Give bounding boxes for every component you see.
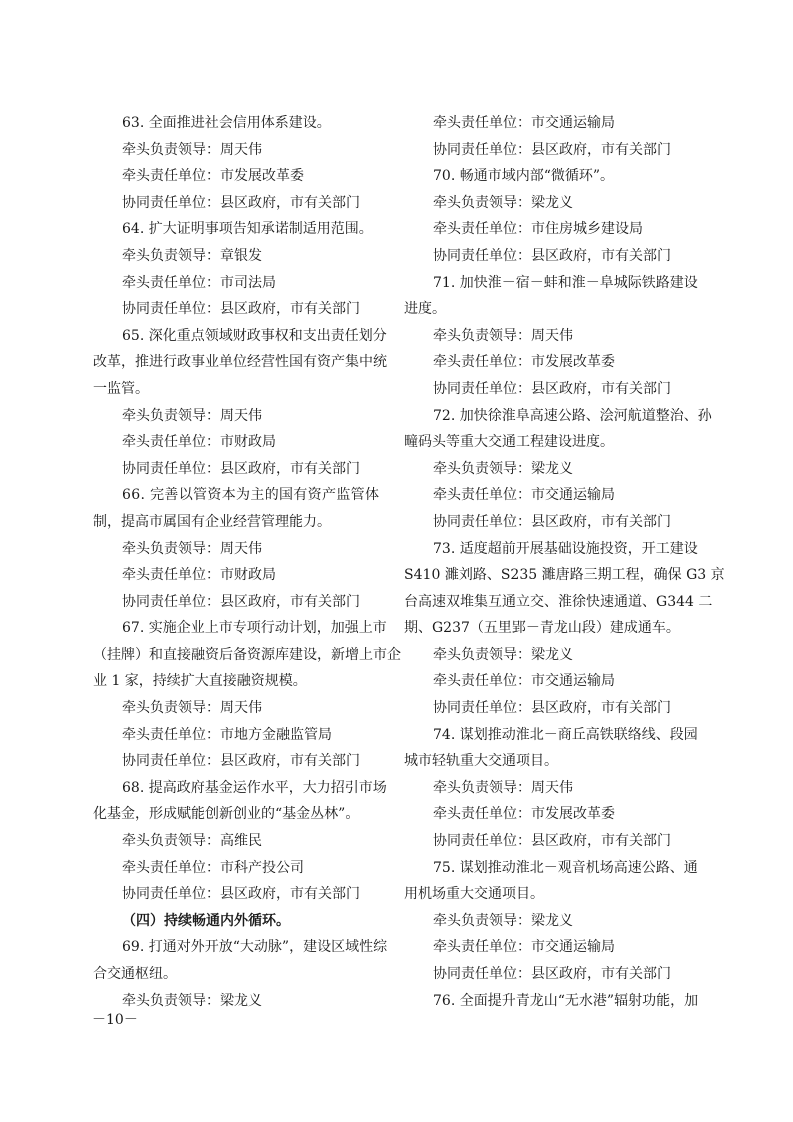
right-column-line: 7 6 . 全 面 提 升 青 龙 山 “ 无 水 港 ” 辐 射 功 能 ， 加	[433, 992, 699, 1009]
right-column-line: 协同责任单位：县区政府，市有关部门	[433, 380, 671, 397]
right-column-line: 牵头负责领导：周天伟	[433, 327, 573, 344]
left-column-line: 协同责任单位：县区政府，市有关部门	[122, 460, 360, 477]
right-column-line: 协同责任单位：县区政府，市有关部门	[433, 700, 671, 717]
right-column-line: 牵头负责领导：梁龙义	[433, 912, 573, 929]
right-column-line: 协同责任单位：县区政府，市有关部门	[433, 513, 671, 530]
left-column-line: 改 革 ， 推 进 行 政 事 业 单 位 经 营 性 国 有 资 产 集 中 统	[93, 354, 387, 371]
left-column-line: 64. 扩大证明事项告知承诺制适用范围。	[122, 221, 373, 238]
right-column-line: 7 5 . 谋 划 推 动 淮 北 － 观 音 机 场 高 速 公 路 、 通	[433, 859, 698, 876]
left-column-line: 业 1 家，持续扩大直接融资规模。	[93, 673, 307, 690]
right-column-line: 牵头负责领导：周天伟	[433, 779, 573, 796]
right-column-line: 牵头责任单位：市交通运输局	[433, 939, 615, 956]
right-column-line: 期、G237（五里郢－青龙山段）建成通车。	[404, 620, 680, 637]
left-column-line: 牵头负责领导：章银发	[122, 247, 262, 264]
right-column-line: 台 高 速 双 堆 集 互 通 立 交 、 淮 徐 快 速 通 道 、 G 3 4 4 二	[404, 593, 713, 610]
page-number: －10－	[92, 1012, 138, 1028]
right-column-line: 7 4 . 谋 划 推 动 淮 北 － 商 丘 高 铁 联 络 线 、 段 园	[433, 726, 698, 743]
left-column-line: 6 5 . 深 化 重 点 领 域 财 政 事 权 和 支 出 责 任 划 分	[122, 327, 387, 344]
right-column-line: 牵头负责领导：梁龙义	[433, 460, 573, 477]
right-column-line: 牵头责任单位：市交通运输局	[433, 115, 615, 131]
left-column-line: 牵头负责领导：周天伟	[122, 407, 262, 424]
left-column-line: 6 6 . 完 善 以 管 资 本 为 主 的 国 有 资 产 监 管 体	[122, 487, 379, 504]
right-column-line: 7 3 . 适 度 超 前 开 展 基 础 设 施 投 资 ， 开 工 建 设	[433, 540, 698, 557]
left-column-line: 牵头责任单位：市科产投公司	[122, 859, 304, 876]
left-column-line: 制，提高市属国有企业经营管理能力。	[93, 513, 331, 530]
left-column-line: 牵头负责领导：梁龙义	[122, 992, 262, 1009]
left-column-line: 牵头责任单位：市财政局	[122, 567, 276, 584]
left-column-line: 牵头责任单位：市司法局	[122, 274, 276, 291]
left-column-line: 合交通枢纽。	[93, 966, 177, 982]
right-column-line: 协同责任单位：县区政府，市有关部门	[433, 833, 671, 850]
right-column-line: 牵头责任单位：市发展改革委	[433, 806, 615, 823]
right-column-line: 用机场重大交通项目。	[404, 886, 544, 903]
right-column	[404, 110, 725, 1014]
left-column-line: 牵头负责领导：高维民	[122, 833, 262, 850]
right-column-line: 协同责任单位：县区政府，市有关部门	[433, 141, 671, 158]
right-column-line: 协同责任单位：县区政府，市有关部门	[433, 247, 671, 264]
section-heading: （四）持续畅通内外循环。	[122, 912, 290, 929]
right-column-line: 牵头负责领导：梁龙义	[433, 646, 573, 663]
right-column-line: 牵头责任单位：市交通运输局	[433, 673, 615, 690]
right-column-line: 牵头责任单位：市交通运输局	[433, 487, 615, 504]
right-column-line: 7 2 . 加 快 徐 淮 阜 高 速 公 路 、 浍 河 航 道 整 治 、 孙	[433, 407, 712, 424]
left-column	[93, 110, 401, 1014]
right-column-line: 70. 畅通市域内部“微循环”。	[433, 168, 615, 185]
left-column-line: 牵头责任单位：市财政局	[122, 434, 276, 451]
left-column-line: 牵头负责领导：周天伟	[122, 700, 262, 717]
right-column-line: 疃码头等重大交通工程建设进度。	[404, 434, 614, 451]
right-column-line: S 4 1 0 濉 刘 路 、 S 2 3 5 濉 唐 路 三 期 工 程 ， 确 保 G 3 京	[404, 567, 725, 584]
left-column-line: 牵头负责领导：周天伟	[122, 540, 262, 557]
right-column-line: 7 1 . 加 快 淮 － 宿 － 蚌 和 淮 － 阜 城 际 铁 路 建 设	[433, 274, 698, 291]
left-column-line: 牵头责任单位：市发展改革委	[122, 168, 304, 185]
left-column-line: 协同责任单位：县区政府，市有关部门	[122, 301, 360, 318]
right-column-line: 牵头责任单位：市发展改革委	[433, 354, 615, 371]
left-column-line: 牵头负责领导：周天伟	[122, 141, 262, 158]
left-column-line: 6 9 . 打 通 对 外 开 放 “ 大 动 脉 ” ， 建 设 区 域 性 综	[122, 939, 388, 956]
left-column-line: 协同责任单位：县区政府，市有关部门	[122, 886, 360, 903]
left-column-line: （ 挂 牌 ） 和 直 接 融 资 后 备 资 源 库 建 设 ， 新 增 上 市 企	[93, 646, 401, 663]
left-column-line: 6 8 . 提 高 政 府 基 金 运 作 水 平 ， 大 力 招 引 市 场	[122, 779, 387, 796]
right-column-line: 牵头责任单位：市住房城乡建设局	[433, 221, 643, 238]
left-column-line: 6 7 . 实 施 企 业 上 市 专 项 行 动 计 划 ， 加 强 上 市	[122, 620, 387, 637]
right-column-line: 牵头负责领导：梁龙义	[433, 194, 573, 211]
left-column-line: 协同责任单位：县区政府，市有关部门	[122, 753, 360, 770]
left-column-line: 63. 全面推进社会信用体系建设。	[122, 115, 331, 131]
left-column-line: 协同责任单位：县区政府，市有关部门	[122, 194, 360, 211]
left-column-line: 一监管。	[93, 380, 149, 397]
right-column-line: 进度。	[404, 301, 446, 318]
left-column-line: 牵头责任单位：市地方金融监管局	[122, 726, 332, 743]
right-column-line: 城市轻轨重大交通项目。	[404, 753, 558, 770]
left-column-line: 协同责任单位：县区政府，市有关部门	[122, 593, 360, 610]
right-column-line: 协同责任单位：县区政府，市有关部门	[433, 966, 671, 982]
left-column-line: 化基金，形成赋能创新创业的“基金丛林”。	[93, 806, 360, 823]
